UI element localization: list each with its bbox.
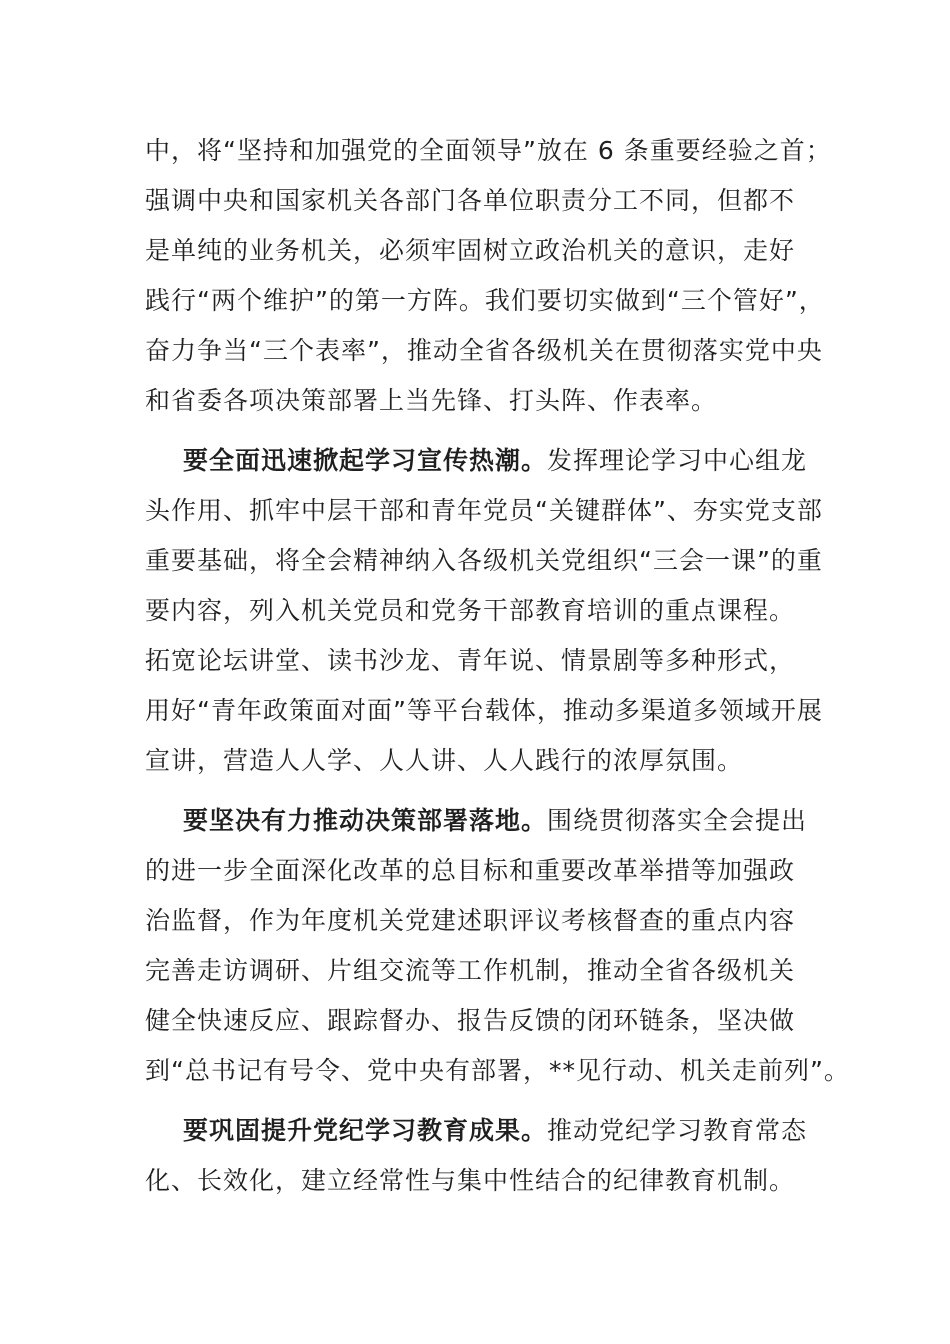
paragraph-3-heading: 要坚决有力推动决策部署落地。 — [183, 806, 548, 835]
paragraph-4-line-2: 化、长效化，建立经常性与集中性结合的纪律教育机制。 — [145, 1166, 796, 1195]
paragraph-1-line-2: 强调中央和国家机关各部门各单位职责分工不同，但都不 — [145, 186, 796, 215]
paragraph-1-line-3: 是单纯的业务机关，必须牢固树立政治机关的意识，走好 — [145, 236, 796, 265]
paragraph-2-line-6: 用好“青年政策面对面”等平台载体，推动多渠道多领域开展 — [145, 696, 823, 725]
paragraph-2-line-4: 要内容，列入机关党员和党务干部教育培训的重点课程。 — [145, 596, 796, 625]
paragraph-2-line-5: 拓宽论坛讲堂、读书沙龙、青年说、情景剧等多种形式， — [145, 646, 796, 675]
paragraph-3-line-1 — [183, 804, 807, 838]
paragraph-3-line-5: 健全快速反应、跟踪督办、报告反馈的闭环链条，坚决做 — [145, 1006, 796, 1035]
paragraph-4-line-1 — [183, 1114, 807, 1148]
paragraph-1-line-4: 践行“两个维护”的第一方阵。我们要切实做到“三个管好”， — [145, 286, 825, 315]
paragraph-1-line-1: 中，将“坚持和加强党的全面领导”放在 6 条重要经验之首； — [145, 136, 832, 165]
paragraph-2-first-line-text: 发挥理论学习中心组龙 — [547, 446, 808, 475]
paragraph-2-heading: 要全面迅速掀起学习宣传热潮。 — [183, 446, 548, 475]
paragraph-2-line-2: 头作用、抓牢中层干部和青年党员“关键群体”、夯实党支部 — [145, 496, 823, 525]
paragraph-3-line-4: 完善走访调研、片组交流等工作机制，推动全省各级机关 — [145, 956, 796, 985]
paragraph-4-heading: 要巩固提升党纪学习教育成果。 — [183, 1116, 548, 1145]
paragraph-4-first-line-text: 推动党纪学习教育常态 — [547, 1116, 808, 1145]
paragraph-2-line-1 — [183, 444, 807, 478]
paragraph-3-line-2: 的进一步全面深化改革的总目标和重要改革举措等加强政 — [145, 856, 796, 885]
paragraph-1-line-6: 和省委各项决策部署上当先锋、打头阵、作表率。 — [145, 386, 718, 415]
paragraph-3-line-6: 到“总书记有号令、党中央有部署，**见行动、机关走前列”。 — [145, 1056, 850, 1085]
paragraph-2-line-3: 重要基础，将全会精神纳入各级机关党组织“三会一课”的重 — [145, 546, 823, 575]
paragraph-3-line-3: 治监督，作为年度机关党建述职评议考核督查的重点内容 — [145, 906, 796, 935]
paragraph-2-line-7: 宣讲，营造人人学、人人讲、人人践行的浓厚氛围。 — [145, 746, 744, 775]
paragraph-1-line-5: 奋力争当“三个表率”，推动全省各级机关在贯彻落实党中央 — [145, 336, 823, 365]
paragraph-3-first-line-text: 围绕贯彻落实全会提出 — [547, 806, 808, 835]
